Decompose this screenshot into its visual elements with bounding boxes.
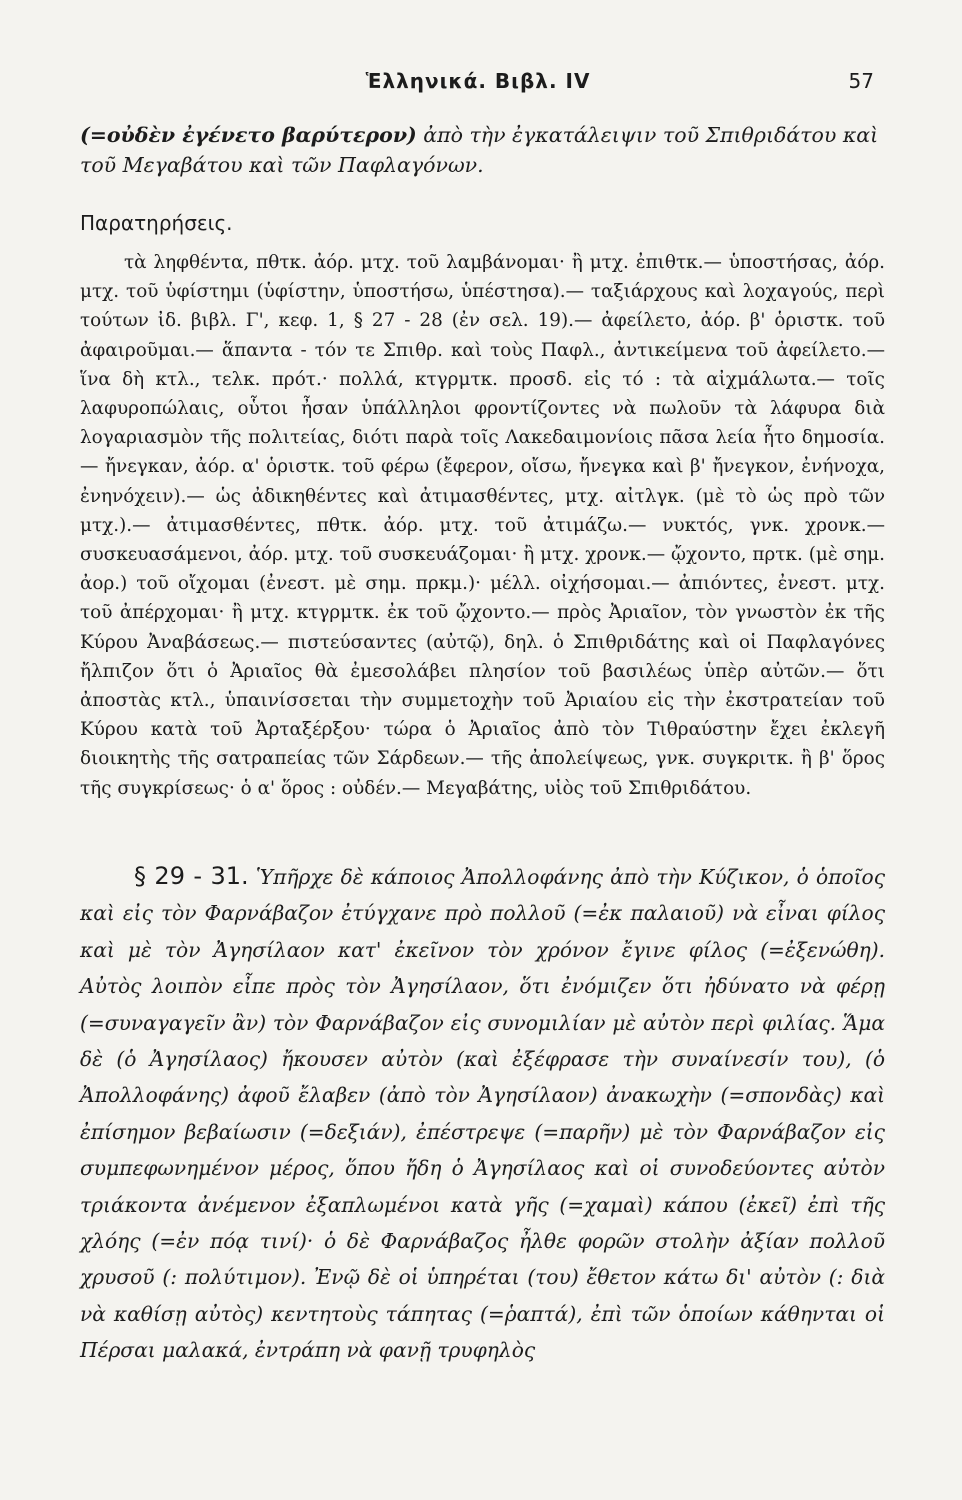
running-title: Ἑλληνικά. Βιβλ. IV bbox=[365, 69, 591, 93]
section-number: § 29 - 31. bbox=[134, 862, 249, 890]
intro-paragraph bbox=[80, 120, 880, 180]
intro-parenthetical: (=οὐδὲν ἐγένετο βαρύτερον) bbox=[80, 123, 417, 147]
notes-paragraph: τὰ ληφθέντα, πθτκ. ἀόρ. μτχ. τοῦ λαμβάνομαι· ἢ μτχ. ἐπιθτκ.— ὑποστήσας, ἀόρ. μτχ. τοῦ ὑφίστημι (ὑφίστην, ὑποστήσω, ὑπέστησα).— ταξιάρχους καὶ λοχαγούς, περὶ τούτων ἰδ. βιβλ. Γ', κεφ. 1, § 27 - 28 (ἐν σελ. 19).— ἀφείλετο, ἀόρ. β' ὁριστκ. τοῦ ἀφαιροῦμαι.— ἅπαντα - τόν τε Σπιθρ. καὶ τοὺς Παφλ., ἀντικείμενα τοῦ ἀφείλετο.— ἵνα δὴ κτλ., τελκ. πρότ.· πολλά, κτγρμτκ. προσδ. εἰς τό : τὰ αἰχμάλωτα.— τοῖς λαφυροπώλαις, οὗτοι ἦσαν ὑπάλληλοι φροντίζοντες νὰ πωλοῦν τὰ λάφυρα διὰ λογαριασμὸν τῆς πολιτείας, διότι παρὰ τοῖς Λακεδαιμονίοις πᾶσα λεία ἦτο δημοσία.— ἤνεγκαν, ἀόρ. α' ὁριστκ. τοῦ φέρω (ἔφερον, οἴσω, ἤνεγκα καὶ β' ἤνεγκον, ἐνήνοχα, ἐνηνόχειν).— ὡς ἀδικηθέντες καὶ ἀτιμασθέντες, μτχ. αἰτλγκ. (μὲ τὸ ὡς πρὸ τῶν μτχ.).— ἀτιμασθέντες, πθτκ. ἀόρ. μτχ. τοῦ ἀτιμάζω.— νυκτός, γνκ. χρονκ.— συσκευασάμενοι, ἀόρ. μτχ. τοῦ συσκευάζομαι· ἢ μτχ. χρονκ.— ᾤχοντο, πρτκ. (μὲ σημ. ἀορ.) τοῦ οἴχομαι (ἐνεστ. μὲ σημ. πρκμ.)· μέλλ. οἰχήσομαι.— ἀπιόντες, ἐνεστ. μτχ. τοῦ ἀπέρχομαι· ἢ μτχ. κτγρμτκ. ἐκ τοῦ ᾤχοντο.— πρὸς Ἀριαῖον, τὸν γνωστὸν ἐκ τῆς Κύρου Ἀναβάσεως.— πιστεύσαντες (αὐτῷ), δηλ. ὁ Σπιθριδάτης καὶ οἱ Παφλαγόνες ἤλπιζον ὅτι ὁ Ἀριαῖος θὰ ἐμεσολάβει πλησίον τοῦ βασιλέως ὑπὲρ αὐτῶν.— ὅτι ἀποστὰς κτλ., ὑπαινίσσεται τὴν συμμετοχὴν τοῦ Ἀριαίου εἰς τὴν ἐκστρατείαν τοῦ Κύρου κατὰ τοῦ Ἀρταξέρξου· τώρα ὁ Ἀριαῖος ἀπὸ τὸν Τιθραύστην ἔχει ἐκλεγῆ διοικητὴς τῆς σατραπείας τῶν Σάρδεων.— τῆς ἀπολείψεως, γνκ. συγκριτκ. ἢ β' ὅρος τῆς συγκρίσεως· ὁ α' ὅρος : οὐδέν.— Μεγαβάτης, υἱὸς τοῦ Σπιθριδάτου. bbox=[80, 252, 885, 799]
notes-heading: Παρατηρήσεις. bbox=[80, 211, 233, 235]
section-paragraph bbox=[80, 858, 885, 1369]
page-number: 57 bbox=[848, 69, 874, 93]
intro-text: ἀπὸ τὴν ἐγκατάλειψιν τοῦ Σπιθριδάτου καὶ τοῦ Μεγαβάτου καὶ τῶν Παφλαγόνων. bbox=[80, 123, 879, 177]
section-text: Ὑπῆρχε δὲ κάποιος Ἀπολλοφάνης ἀπὸ τὴν Κύζικον, ὁ ὁποῖος καὶ εἰς τὸν Φαρνάβαζον ἐτύγχανε πρὸ πολλοῦ (=ἐκ παλαιοῦ) νὰ εἶναι φίλος καὶ μὲ τὸν Ἀγησίλαον κατ' ἐκεῖνον τὸν χρόνον ἔγινε φίλος (=ἐξενώθη). Αὐτὸς λοιπὸν εἶπε πρὸς τὸν Ἀγησίλαον, ὅτι ἐνόμιζεν ὅτι ἠδύνατο νὰ φέρῃ (=συναγαγεῖν ἂν) τὸν Φαρνάβαζον εἰς συνομιλίαν μὲ αὐτὸν περὶ φιλίας. Ἅμα δὲ (ὁ Ἀγησίλαος) ἤκουσεν αὐτὸν (καὶ ἐξέφρασε τὴν συναίνεσίν του), (ὁ Ἀπολλοφάνης) ἀφοῦ ἔλαβεν (ἀπὸ τὸν Ἀγησίλαον) ἀνακωχὴν (=σπονδὰς) καὶ ἐπίσημον βεβαίωσιν (=δεξιάν), ἐπέστρεψε (=παρῆν) μὲ τὸν Φαρνάβαζον εἰς συμπεφωνημένον μέρος, ὅπου ἤδη ὁ Ἀγησίλαος καὶ οἱ συνοδεύοντες αὐτὸν τριάκοντα ἀνέμενον ἐξαπλωμένοι κατὰ γῆς (=χαμαὶ) κάπου (ἐκεῖ) ἐπὶ τῆς χλόης (=ἐν πόᾳ τινί)· ὁ δὲ Φαρνάβαζος ἦλθε φορῶν στολὴν ἀξίαν πολλοῦ χρυσοῦ (: πολύτιμον). Ἐνῷ δὲ οἱ ὑπηρέται (του) ἔθετον κάτω δι' αὐτὸν (: διὰ νὰ καθίσῃ αὐτὸς) κεντητοὺς τάπητας (=ῥαπτά), ἐπὶ τῶν ὁποίων κάθηνται οἱ Πέρσαι μαλακά, ἐντράπη νὰ φανῇ τρυφηλὸς bbox=[80, 865, 885, 1363]
notes-block bbox=[80, 248, 885, 803]
section-block bbox=[80, 858, 885, 1369]
